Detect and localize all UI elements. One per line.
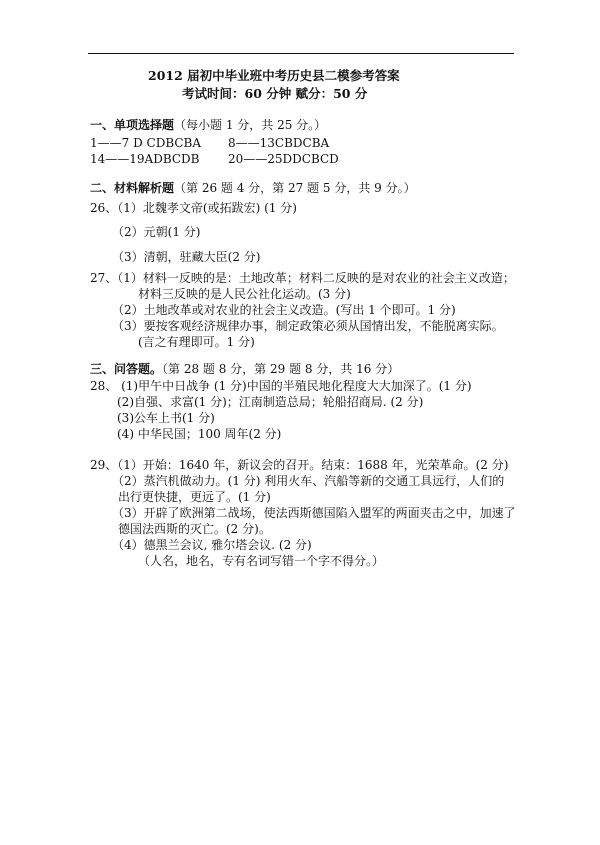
q29-line-2: （2）蒸汽机做动力。(1 分) 利用火车、汽船等新的交通工具远行，人们的 [112, 474, 505, 488]
q28-line-1: 28、 (1)甲午中日战争 (1 分)中国的半殖民地化程度大大加深了。(1 分) [90, 379, 472, 393]
section2-header [90, 181, 416, 196]
section2-heading: 二、材料解析题 [90, 181, 175, 195]
section1-heading: 一、单项选择题 [90, 118, 175, 132]
q29-line-1: 29、（1）开始：1640 年，新议会的召开。结束：1688 年，光荣革命。(2 分) [90, 458, 509, 472]
answer-row-2-left: 14——19ADBCDB [90, 152, 200, 166]
q26-line-2: （2）元朝(1 分) [112, 225, 201, 239]
exam-info: 考试时间：60 分钟 赋分：50 分 [182, 86, 368, 101]
q26-line-1: 26、（1）北魏孝文帝(或拓跋宏) (1 分) [90, 201, 297, 215]
section3-heading: 三、问答题。 [90, 362, 163, 376]
q29-line-7: （人名，地名，专有名词写错一个字不得分。） [138, 554, 385, 568]
q27-line-3: （2）土地改革或对农业的社会主义改造。(写出 1 个即可。1 分) [112, 303, 456, 317]
answer-row-1-right: 8——13CBDCBA [228, 136, 330, 150]
q29-line-4: （3）开辟了欧洲第二战场，使法西斯德国陷入盟军的两面夹击之中，加速了 [112, 506, 516, 520]
q29-line-6: （4）德黑兰会议, 雅尔塔会议. (2 分) [112, 538, 312, 552]
document-title: 2012 届初中毕业班中考历史县二模参考答案 [148, 68, 400, 83]
q27-line-2: 材料三反映的是人民公社化运动。(3 分) [138, 287, 351, 301]
q26-line-3: （3）清朝，驻藏大臣(2 分) [112, 250, 261, 264]
q28-line-4: (4) 中华民国；100 周年(2 分) [117, 427, 282, 441]
section2-note: （第 26 题 4 分，第 27 题 5 分，共 9 分。） [174, 181, 416, 195]
section1-header [90, 118, 326, 133]
answer-row-1-left: 1——7 D CDBCBA [90, 136, 202, 150]
q28-line-3: (3)公车上书(1 分) [117, 411, 215, 425]
q27-line-1: 27、（1）材料一反映的是：土地改革；材料二反映的是对农业的社会主义改造； [90, 271, 515, 285]
section3-note: （第 28 题 8 分，第 29 题 8 分，共 16 分） [162, 362, 400, 376]
q28-line-2: (2)自强、求富(1 分)；江南制造总局；轮船招商局. (2 分) [117, 395, 424, 409]
answer-row-2-right: 20——25DDCBCD [228, 152, 339, 166]
top-rule [88, 53, 514, 54]
q29-line-3: 出行更快捷，更远了。(1 分) [118, 490, 271, 504]
q29-line-5: 德国法西斯的灭亡。(2 分)。 [118, 522, 271, 536]
q27-line-4: （3）要按客观经济规律办事，制定政策必须从国情出发，不能脱离实际。 [112, 319, 504, 333]
q27-line-5: (言之有理即可。1 分) [138, 335, 255, 349]
section1-note: （每小题 1 分，共 25 分。） [174, 118, 327, 132]
section3-header [90, 362, 399, 377]
